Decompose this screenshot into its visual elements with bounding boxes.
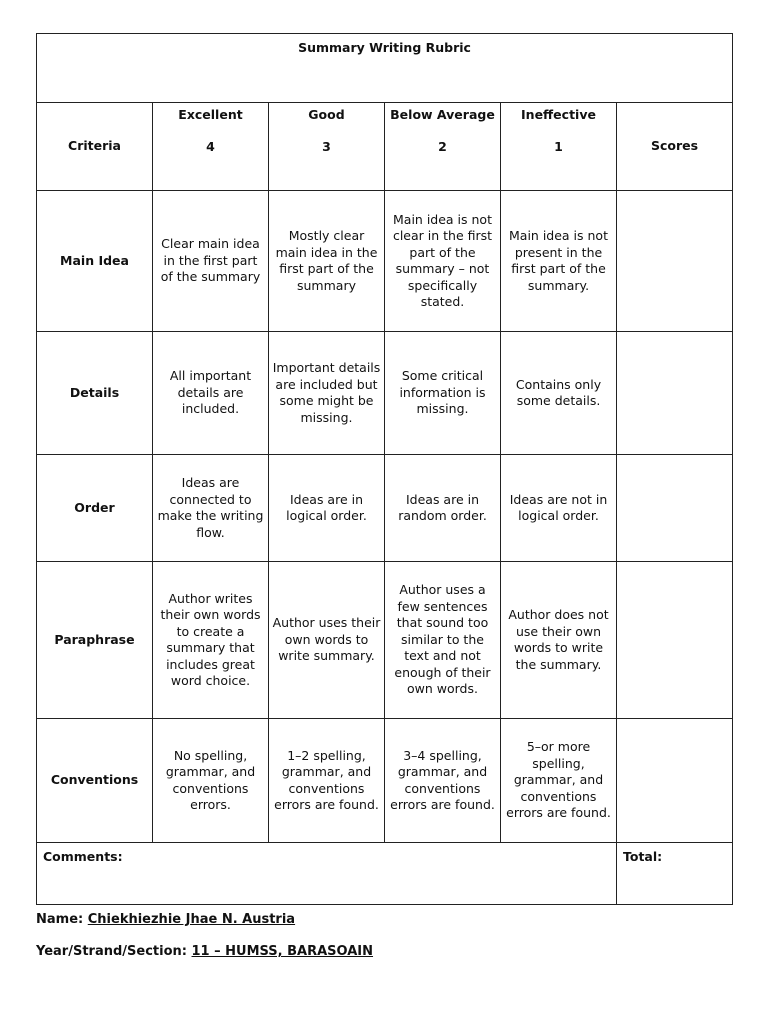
- score-cell[interactable]: [617, 455, 733, 562]
- row-conventions: [37, 719, 733, 843]
- criterion-label: Conventions: [37, 719, 153, 843]
- student-name-line: [36, 912, 295, 927]
- level-score: 4: [206, 139, 215, 154]
- descriptor-cell: No spelling, grammar, and conventions errors.: [153, 719, 269, 843]
- score-cell[interactable]: [617, 332, 733, 455]
- level-score: 3: [322, 139, 331, 154]
- level-header-below-average: [385, 103, 501, 191]
- score-cell[interactable]: [617, 562, 733, 719]
- descriptor-cell: Author does not use their own words to write the summary.: [501, 562, 617, 719]
- level-header-good: [269, 103, 385, 191]
- criteria-header: Criteria: [37, 103, 153, 191]
- row-details: [37, 332, 733, 455]
- criterion-label: Details: [37, 332, 153, 455]
- comments-cell[interactable]: Comments:: [37, 843, 617, 905]
- score-cell[interactable]: [617, 191, 733, 332]
- descriptor-cell: Main idea is not present in the first part of the summary.: [501, 191, 617, 332]
- total-cell[interactable]: Total:: [617, 843, 733, 905]
- student-name: Chiekhiezhie Jhae N. Austria: [87, 912, 296, 927]
- row-main-idea: [37, 191, 733, 332]
- descriptor-cell: 3–4 spelling, grammar, and conventions errors are found.: [385, 719, 501, 843]
- row-order: [37, 455, 733, 562]
- level-header-ineffective: [501, 103, 617, 191]
- level-score: 1: [554, 139, 563, 154]
- level-header-excellent: [153, 103, 269, 191]
- descriptor-cell: Mostly clear main idea in the first part of the summary: [269, 191, 385, 332]
- student-section: 11 – HUMSS, BARASOAIN: [191, 944, 374, 959]
- descriptor-cell: Ideas are connected to make the writing flow.: [153, 455, 269, 562]
- criterion-label: Paraphrase: [37, 562, 153, 719]
- descriptor-cell: All important details are included.: [153, 332, 269, 455]
- score-cell[interactable]: [617, 719, 733, 843]
- rubric-title: Summary Writing Rubric: [37, 34, 733, 103]
- level-name: Good: [308, 107, 345, 122]
- scores-header: Scores: [617, 103, 733, 191]
- name-label: Name:: [36, 912, 84, 927]
- descriptor-cell: Ideas are not in logical order.: [501, 455, 617, 562]
- criterion-label: Main Idea: [37, 191, 153, 332]
- row-paraphrase: [37, 562, 733, 719]
- descriptor-cell: 5–or more spelling, grammar, and conventions errors are found.: [501, 719, 617, 843]
- section-label: Year/Strand/Section:: [36, 944, 187, 959]
- descriptor-cell: 1–2 spelling, grammar, and conventions errors are found.: [269, 719, 385, 843]
- descriptor-cell: Author uses their own words to write summary.: [269, 562, 385, 719]
- level-score: 2: [438, 139, 447, 154]
- descriptor-cell: Author uses a few sentences that sound too similar to the text and not enough of their own words.: [385, 562, 501, 719]
- criterion-label: Order: [37, 455, 153, 562]
- descriptor-cell: Contains only some details.: [501, 332, 617, 455]
- descriptor-cell: Main idea is not clear in the first part of the summary – not specifically stated.: [385, 191, 501, 332]
- descriptor-cell: Ideas are in random order.: [385, 455, 501, 562]
- student-section-line: [36, 944, 373, 959]
- level-name: Excellent: [178, 107, 243, 122]
- descriptor-cell: Some critical information is missing.: [385, 332, 501, 455]
- descriptor-cell: Important details are included but some might be missing.: [269, 332, 385, 455]
- rubric-table: [36, 33, 733, 905]
- level-name: Below Average: [390, 107, 495, 122]
- descriptor-cell: Ideas are in logical order.: [269, 455, 385, 562]
- descriptor-cell: Clear main idea in the first part of the summary: [153, 191, 269, 332]
- descriptor-cell: Author writes their own words to create a summary that includes great word choice.: [153, 562, 269, 719]
- level-name: Ineffective: [521, 107, 596, 122]
